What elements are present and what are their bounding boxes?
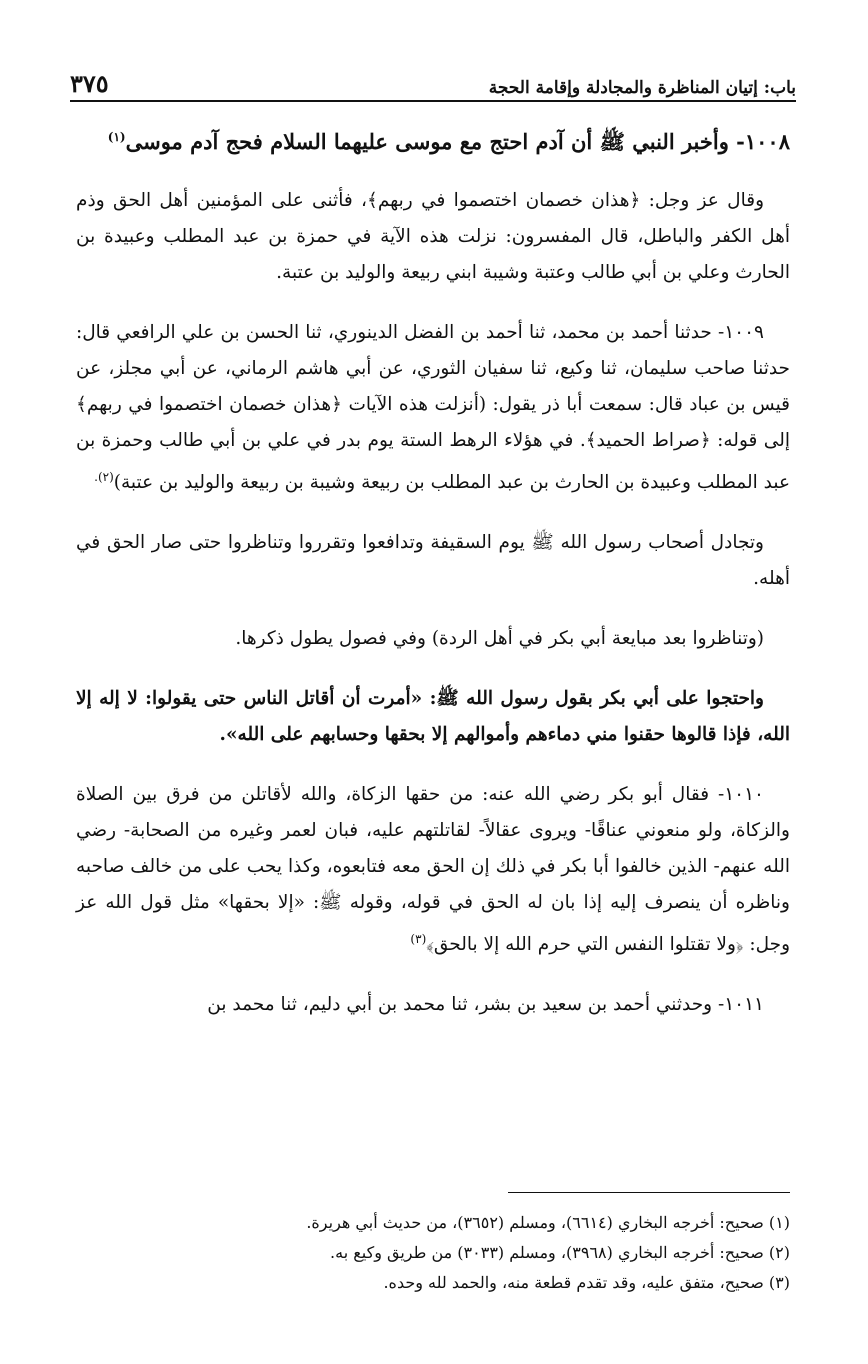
- hadith-1008: ١٠٠٨- وأخبر النبي ﷺ أن آدم احتج مع موسى عليهما السلام فحج آدم موسى$^{(١)}$: [107, 129, 790, 154]
- footnote-ref-2: (٢).: [94, 470, 114, 484]
- footnote-ref-3: (٣): [410, 932, 427, 947]
- hadith-1009: ١٠٠٩- حدثنا أحمد بن محمد، ثنا أحمد بن الفضل الدينوري، ثنا الحسن بن علي الرافعي قال: حدثنا صاحب سليمان، ثنا وكيع، ثنا سفيان الثوري، عن أبي هاشم الرماني، عن أبي مجلز، عن قيس بن عباد قال: سمعت أبا ذر يقول: (أنزلت هذه الآيات ﴿هذان خصمان اختصموا في ربهم﴾ إلى قوله: ﴿صراط الحميد﴾. في هؤلاء الرهط الستة يوم بدر في علي بن أبي طالب وحمزة بن عبد المطلب وعبيدة بن الحارث بن عبد المطلب بن ربيعة وشيبة بن ربيعة والوليد بن عتبة)$^{(٢).}$: [76, 322, 790, 494]
- footnote-3: (٣) صحيح، متفق عليه، وقد تقدم قطعة منه، والحمد لله وحده.: [383, 1273, 790, 1292]
- paragraph-verse: وقال عز وجل: ﴿هذان خصمان اختصموا في ربهم﴾، فأثنى على المؤمنين أهل الحق وذم أهل الكفر والباطل، قال المفسرون: نزلت هذه الآية في حمزة بن عبد المطلب وعبيدة بن الحارث وعلي بن أبي طالب وعتبة وشيبة ابني ربيعة والوليد بن عتبة.: [76, 190, 790, 283]
- paragraph-saqifa: وتجادل أصحاب رسول الله ﷺ يوم السقيفة وتدافعوا وتقرروا وتناظروا حتى صار الحق في أهله.: [76, 532, 790, 590]
- page-number: ٣٧٥: [70, 69, 109, 98]
- footnote-rule: [508, 1192, 790, 1193]
- paragraph-ridda: (وتناظروا بعد مبايعة أبي بكر في أهل الردة) وفي فصول يطول ذكرها.: [235, 628, 764, 650]
- footnote-ref-1: (١): [107, 130, 126, 144]
- header-rule: [70, 100, 796, 102]
- chapter-title: باب: إتيان المناظرة والمجادلة وإقامة الحجة: [488, 78, 796, 98]
- page-header: [70, 68, 796, 98]
- paragraph-hadith-quote: واحتجوا على أبي بكر بقول رسول الله ﷺ: «أمرت أن أقاتل الناس حتى يقولوا: لا إله إلا الله، فإذا قالوها حقنوا مني دماءهم وأموالهم إلا بحقها وحسابهم على الله».: [76, 688, 790, 746]
- main-text: [76, 118, 790, 1047]
- hadith-1010: ١٠١٠- فقال أبو بكر رضي الله عنه: من حقها الزكاة، والله لأقاتلن من فرق بين الصلاة والزكاة، ولو منعوني عناقًا- ويروى عقالاً- لقاتلتهم عليه، فبان لعمر وغيره من الصحابة- رضي الله عنهم- الذين خالفوا أبا بكر في ذلك إن الحق معه فتابعوه، وكذا يحب على من خالف صاحبه وناظره أن ينصرف إليه إذا بان له الحق في قوله، وقوله ﷺ: «إلا بحقها» مثل قول الله عز وجل: ﴿ولا تقتلوا النفس التي حرم الله إلا بالحق﴾$^{(٣)}$: [76, 784, 790, 956]
- footnote-1: (١) صحيح: أخرجه البخاري (٦٦١٤)، ومسلم (٣٦٥٢)، من حديث أبي هريرة.: [306, 1213, 790, 1232]
- footnote-2: (٢) صحيح: أخرجه البخاري (٣٩٦٨)، ومسلم (٣٠٣٣) من طريق وكيع به.: [330, 1243, 790, 1262]
- hadith-1011: ١٠١١- وحدثني أحمد بن سعيد بن بشر، ثنا محمد بن أبي دليم، ثنا محمد بن: [207, 994, 764, 1016]
- footnotes: [76, 1208, 790, 1298]
